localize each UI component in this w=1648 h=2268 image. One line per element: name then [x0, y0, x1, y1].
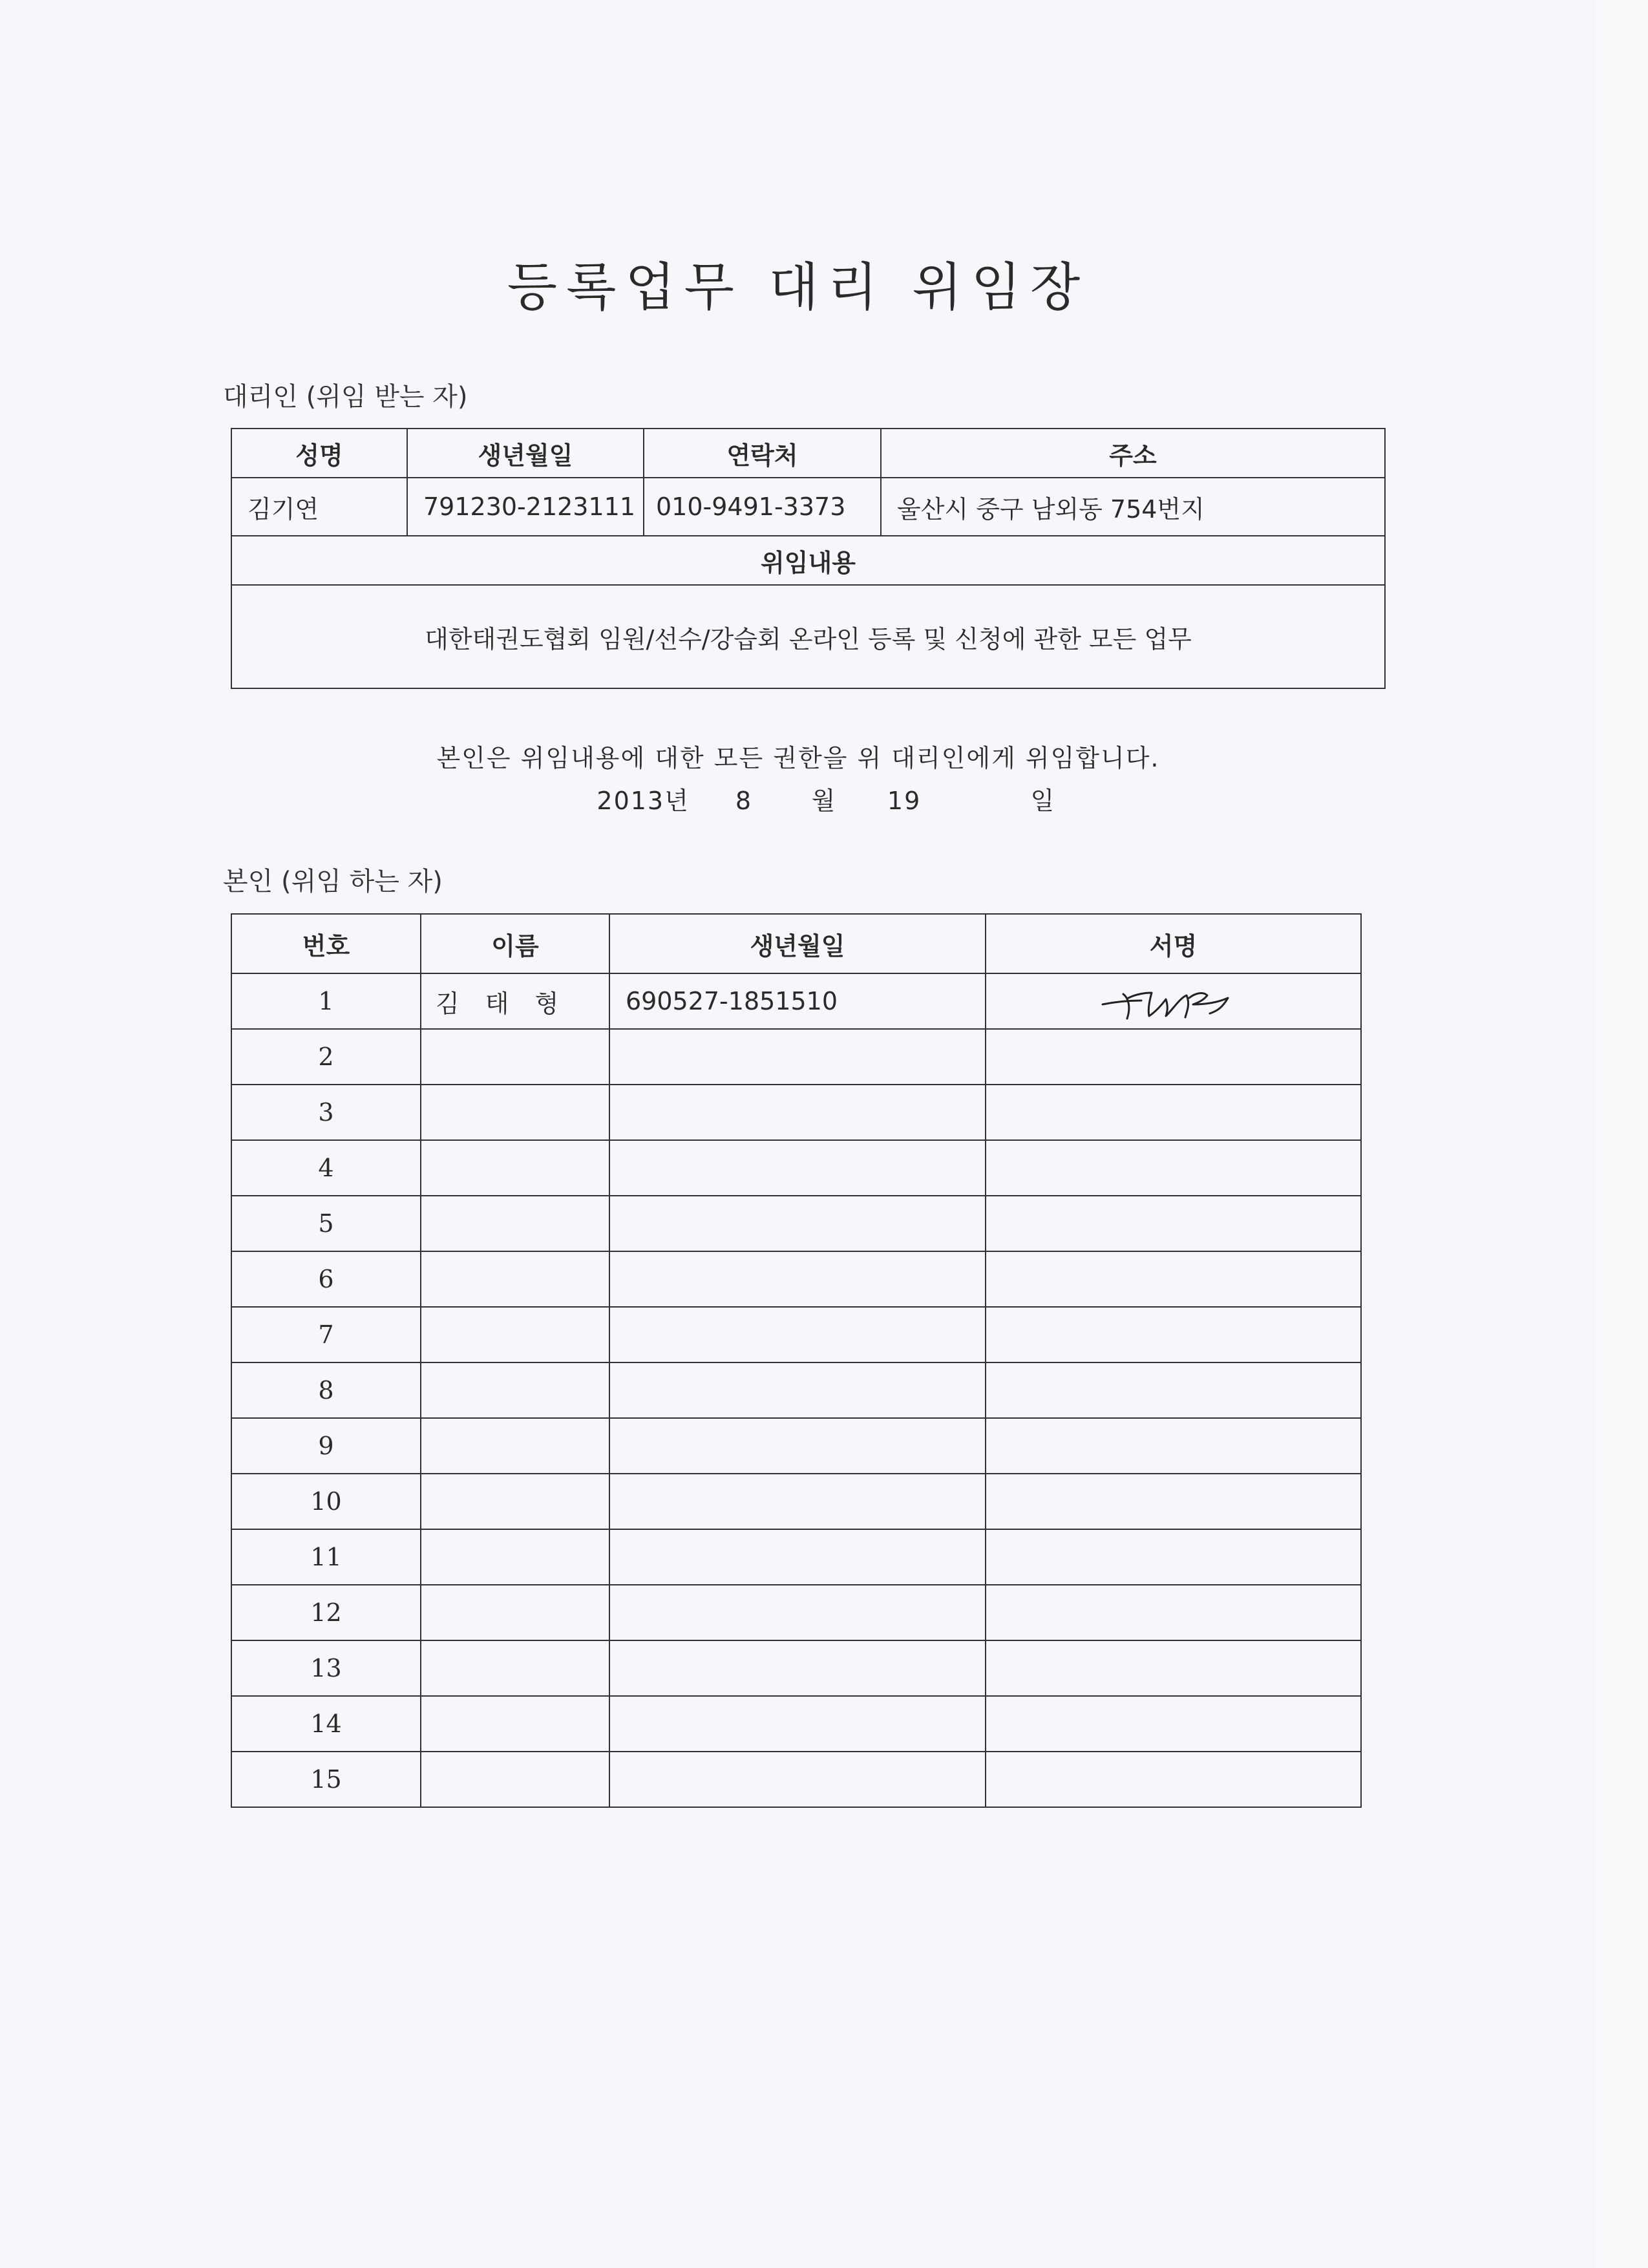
date-day-unit: 일 — [1030, 787, 1056, 815]
agent-table — [231, 428, 1386, 689]
table-row — [231, 1029, 1361, 1085]
row-name — [421, 1196, 609, 1251]
row-number: 10 — [231, 1474, 421, 1529]
row-birth — [609, 1307, 986, 1362]
row-signature — [986, 1418, 1361, 1474]
agent-contact: 010-9491-3373 — [644, 478, 881, 536]
table-row — [231, 1085, 1361, 1140]
table-row — [231, 1752, 1361, 1807]
table-row — [231, 1529, 1361, 1585]
row-birth — [609, 1696, 986, 1752]
agent-birth: 791230-2123111 — [407, 478, 644, 536]
principal-section-label: 본인 (위임 하는 자) — [223, 867, 443, 896]
table-row — [231, 1307, 1361, 1362]
row-signature — [986, 1140, 1361, 1196]
principal-header-signature: 서명 — [986, 914, 1361, 973]
row-name — [421, 1418, 609, 1474]
date-year: 2013년 — [597, 787, 690, 815]
row-number: 15 — [231, 1752, 421, 1807]
row-birth — [609, 1529, 986, 1585]
row-name: 김 태 형 — [421, 973, 609, 1029]
row-signature — [986, 1529, 1361, 1585]
row-signature — [986, 1696, 1361, 1752]
row-signature — [986, 973, 1361, 1029]
row-name — [421, 1752, 609, 1807]
row-birth — [609, 1752, 986, 1807]
row-birth — [609, 1640, 986, 1696]
agent-header-address: 주소 — [881, 429, 1385, 478]
row-name — [421, 1529, 609, 1585]
row-number: 2 — [231, 1029, 421, 1085]
row-number: 9 — [231, 1418, 421, 1474]
row-name — [421, 1029, 609, 1085]
row-signature — [986, 1196, 1361, 1251]
scan-edge — [1596, 0, 1648, 2268]
row-number: 7 — [231, 1307, 421, 1362]
agent-header-birth: 생년월일 — [407, 429, 644, 478]
row-number: 11 — [231, 1529, 421, 1585]
row-birth — [609, 1029, 986, 1085]
table-row — [231, 1196, 1361, 1251]
row-birth — [609, 1362, 986, 1418]
row-name — [421, 1085, 609, 1140]
table-row — [231, 1418, 1361, 1474]
signature-mark — [1090, 979, 1258, 1024]
row-signature — [986, 1251, 1361, 1307]
row-signature — [986, 1307, 1361, 1362]
table-row — [231, 1474, 1361, 1529]
row-name — [421, 1640, 609, 1696]
row-birth — [609, 1140, 986, 1196]
row-number: 8 — [231, 1362, 421, 1418]
row-number: 5 — [231, 1196, 421, 1251]
table-row — [231, 1251, 1361, 1307]
row-name — [421, 1585, 609, 1640]
row-name — [421, 1696, 609, 1752]
row-signature — [986, 1362, 1361, 1418]
row-number: 13 — [231, 1640, 421, 1696]
agent-address: 울산시 중구 남외동 754번지 — [881, 478, 1385, 536]
row-birth — [609, 1251, 986, 1307]
row-birth — [609, 1196, 986, 1251]
principal-header-number: 번호 — [231, 914, 421, 973]
table-row — [231, 1585, 1361, 1640]
row-signature — [986, 1029, 1361, 1085]
principal-rows — [231, 973, 1361, 1807]
table-row — [231, 1362, 1361, 1418]
date-month-unit: 월 — [811, 787, 837, 815]
principal-table — [231, 913, 1362, 1808]
row-number: 14 — [231, 1696, 421, 1752]
row-number: 6 — [231, 1251, 421, 1307]
row-signature — [986, 1752, 1361, 1807]
row-birth — [609, 1085, 986, 1140]
row-number: 3 — [231, 1085, 421, 1140]
row-signature — [986, 1474, 1361, 1529]
agent-section-label: 대리인 (위임 받는 자) — [223, 382, 468, 412]
agent-name: 김기연 — [231, 478, 407, 536]
row-number: 1 — [231, 973, 421, 1029]
row-name — [421, 1251, 609, 1307]
table-row — [231, 1696, 1361, 1752]
row-name — [421, 1307, 609, 1362]
table-row — [231, 1140, 1361, 1196]
row-birth — [609, 1418, 986, 1474]
delegation-header: 위임내용 — [231, 536, 1385, 585]
row-number: 4 — [231, 1140, 421, 1196]
document-title: 등록업무 대리 위임장 — [507, 257, 1090, 317]
delegation-statement: 본인은 위임내용에 대한 모든 권한을 위 대리인에게 위임합니다. — [436, 744, 1160, 772]
row-name — [421, 1362, 609, 1418]
row-name — [421, 1474, 609, 1529]
date-line — [0, 781, 1596, 816]
row-birth: 690527-1851510 — [609, 973, 986, 1029]
table-row — [231, 1640, 1361, 1696]
row-birth — [609, 1474, 986, 1529]
row-number: 12 — [231, 1585, 421, 1640]
date-day: 19 — [887, 787, 922, 815]
row-signature — [986, 1585, 1361, 1640]
principal-header-birth: 생년월일 — [609, 914, 986, 973]
row-signature — [986, 1085, 1361, 1140]
principal-header-name: 이름 — [421, 914, 609, 973]
agent-header-contact: 연락처 — [644, 429, 881, 478]
row-birth — [609, 1585, 986, 1640]
agent-header-name: 성명 — [231, 429, 407, 478]
date-month: 8 — [735, 787, 752, 815]
table-row — [231, 973, 1361, 1029]
delegation-content: 대한태권도협회 임원/선수/강습회 온라인 등록 및 신청에 관한 모든 업무 — [231, 585, 1385, 688]
row-signature — [986, 1640, 1361, 1696]
row-name — [421, 1140, 609, 1196]
